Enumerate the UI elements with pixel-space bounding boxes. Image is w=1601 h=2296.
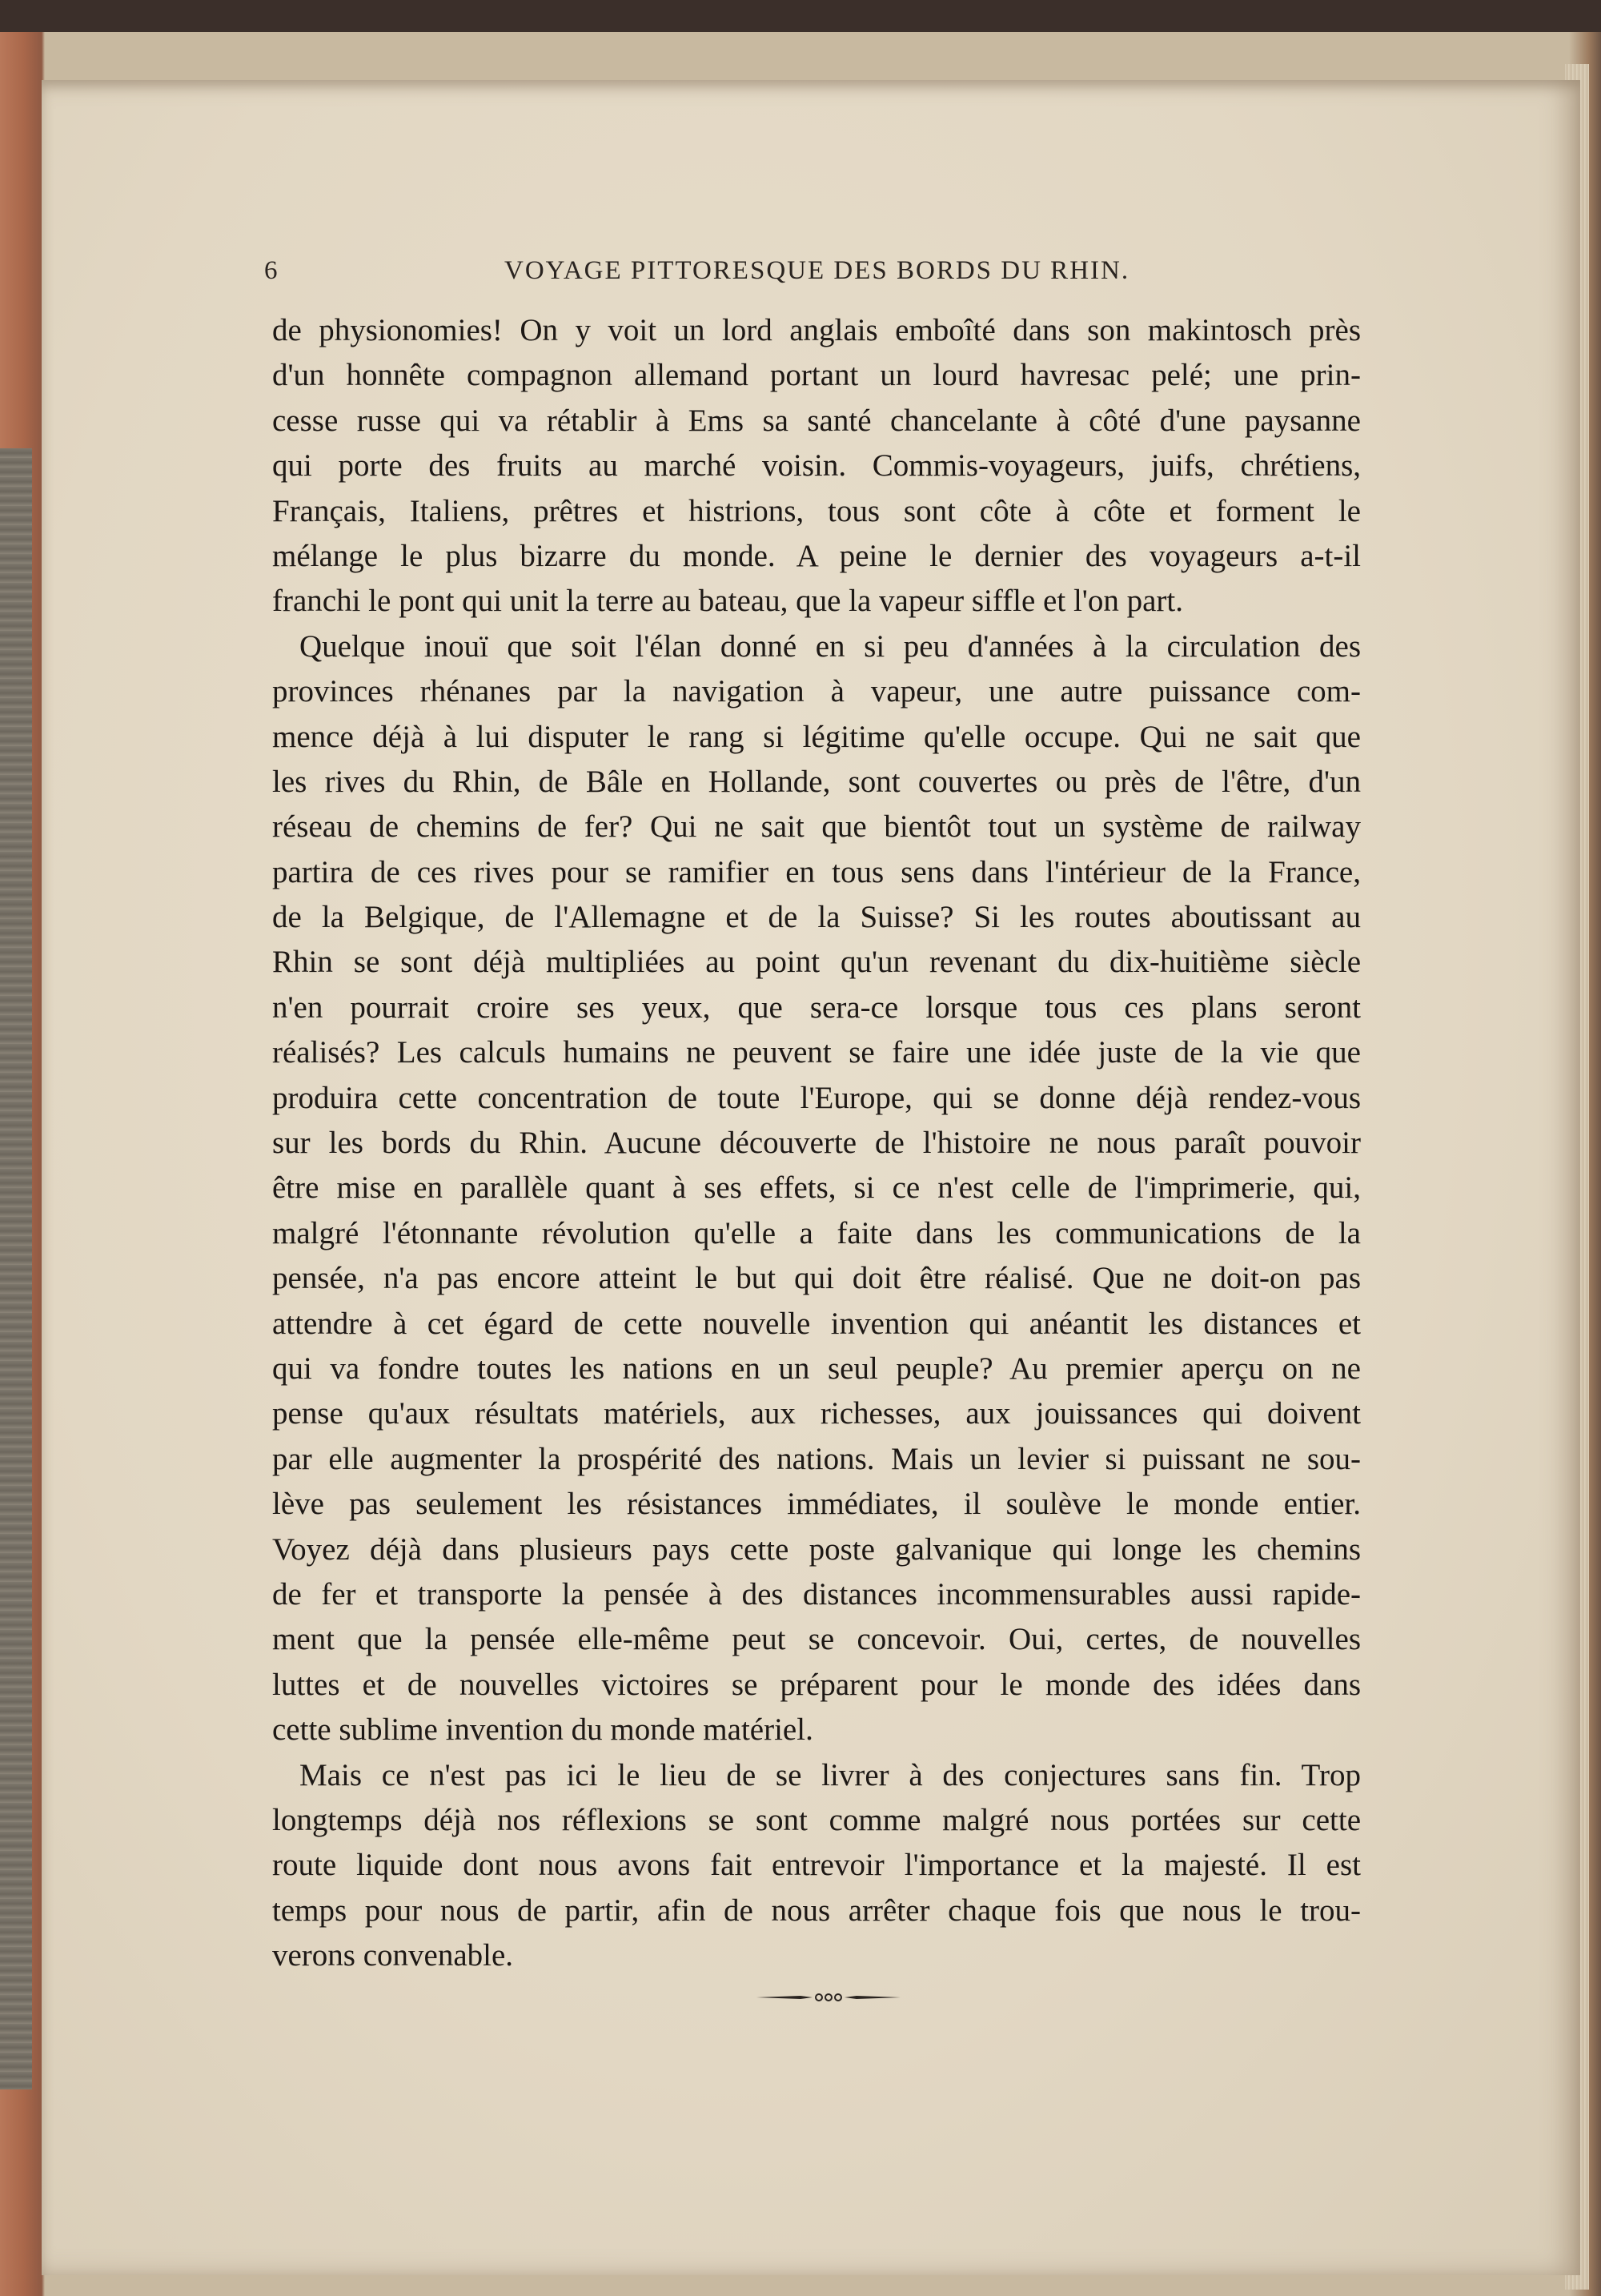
text-line: de physionomies! On y voit un lord anglais emboîté dans son makintosch près xyxy=(272,313,1361,347)
text-line: cette sublime invention du monde matériel. xyxy=(272,1712,813,1748)
text-line: ment que la pensée elle-même peut se concevoir. Oui, certes, de nouvelles xyxy=(272,1622,1361,1657)
text-line: Voyez déjà dans plusieurs pays cette poste galvanique qui longe les chemins xyxy=(272,1531,1361,1567)
text-line: n'en pourrait croire ses yeux, que sera-ce lorsque tous ces plans seront xyxy=(272,989,1361,1025)
paragraph-start-line: Quelque inouï que soit l'élan donné en si peu d'années à la circulation des xyxy=(299,628,1361,664)
cover-cloth-strip xyxy=(0,448,32,2089)
text-line: mélange le plus bizarre du monde. A peine le dernier des voyageurs a-t-il xyxy=(272,538,1361,573)
text-line: de fer et transporte la pensée à des distances incommensurables aussi rapide- xyxy=(272,1576,1361,1612)
text-line: temps pour nous de partir, afin de nous arrêter chaque fois que nous le trou- xyxy=(272,1893,1361,1928)
text-line: réseau de chemins de fer? Qui ne sait que bientôt tout un système de railway xyxy=(272,809,1361,845)
text-line: franchi le pont qui unit la terre au bateau, que la vapeur siffle et l'on part. xyxy=(272,584,1183,619)
text-line: malgré l'étonnante révolution qu'elle a faite dans les communications de la xyxy=(272,1215,1361,1250)
text-line: cesse russe qui va rétablir à Ems sa santé chancelante à côté d'une paysanne xyxy=(272,403,1361,438)
running-title: VOYAGE PITTORESQUE DES BORDS DU RHIN. xyxy=(504,256,1130,285)
text-line: qui va fondre toutes les nations en un seul peuple? Au premier aperçu on ne xyxy=(272,1351,1361,1386)
text-line: Français, Italiens, prêtres et histrions, tous sont côte à côte et forment le xyxy=(272,493,1361,528)
text-line: réalisés? Les calculs humains ne peuvent se faire une idée juste de la vie que xyxy=(272,1035,1361,1070)
text-line: partira de ces rives pour se ramifier en tous sens dans l'intérieur de la France, xyxy=(272,854,1361,889)
text-line: Rhin se sont déjà multipliées au point qu'un revenant du dix-huitième siècle xyxy=(272,945,1361,980)
text-line: lève pas seulement les résistances immédiates, il soulève le monde entier. xyxy=(272,1487,1361,1522)
text-line: produira cette concentration de toute l'Europe, qui se donne déjà rendez-vous xyxy=(272,1080,1361,1115)
text-line: pensée, n'a pas encore atteint le but qui doit être réalisé. Que ne doit-on pas xyxy=(272,1261,1361,1296)
text-line: de la Belgique, de l'Allemagne et de la Suisse? Si les routes aboutissant au xyxy=(272,900,1361,935)
text-line: luttes et de nouvelles victoires se préparent pour le monde des idées dans xyxy=(272,1667,1361,1702)
text-line: verons convenable. xyxy=(272,1938,514,1973)
text-line: les rives du Rhin, de Bâle en Hollande, sont couvertes ou près de l'être, d'un xyxy=(272,764,1361,799)
text-line: d'un honnête compagnon allemand portant un lourd havresac pelé; une prin- xyxy=(272,358,1361,393)
text-line: être mise en parallèle quant à ses effets, si ce n'est celle de l'imprimerie, qui, xyxy=(272,1170,1361,1206)
page-header xyxy=(264,256,1361,296)
text-line: mence déjà à lui disputer le rang si légitime qu'elle occupe. Qui ne sait que xyxy=(272,719,1361,754)
text-line: attendre à cet égard de cette nouvelle invention qui anéantit les distances et xyxy=(272,1306,1361,1341)
paragraph-start-line: Mais ce n'est pas ici le lieu de se livrer à des conjectures sans fin. Trop xyxy=(299,1757,1361,1792)
body-text xyxy=(272,308,1361,1978)
text-line: provinces rhénanes par la navigation à vapeur, une autre puissance com- xyxy=(272,674,1361,709)
page-number: 6 xyxy=(264,256,279,285)
text-line: sur les bords du Rhin. Aucune découverte de l'histoire ne nous paraît pouvoir xyxy=(272,1126,1361,1161)
end-ornament-icon xyxy=(756,1989,901,2005)
text-line: pense qu'aux résultats matériels, aux richesses, aux jouissances qui doivent xyxy=(272,1396,1361,1431)
text-line: qui porte des fruits au marché voisin. Commis-voyageurs, juifs, chrétiens, xyxy=(272,448,1361,484)
text-line: route liquide dont nous avons fait entrevoir l'importance et la majesté. Il est xyxy=(272,1848,1361,1883)
text-line: longtemps déjà nos réflexions se sont comme malgré nous portées sur cette xyxy=(272,1802,1361,1837)
text-line: par elle augmenter la prospérité des nations. Mais un levier si puissant ne sou- xyxy=(272,1441,1361,1476)
